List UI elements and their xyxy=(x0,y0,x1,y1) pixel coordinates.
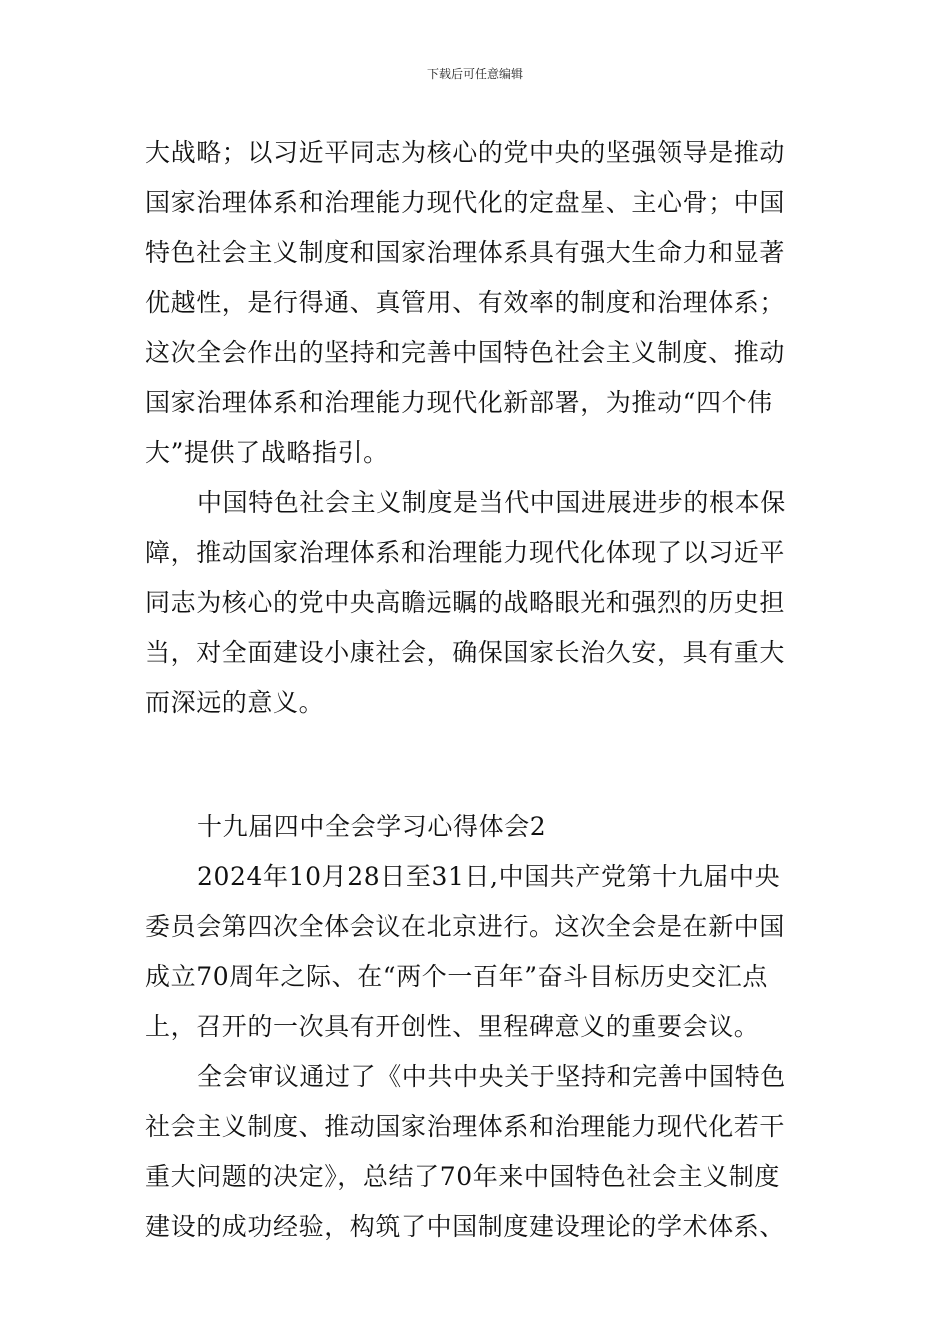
paragraph-line: 优越性，是行得通、真管用、有效率的制度和治理体系； xyxy=(145,288,786,317)
paragraph-line: 国家治理体系和治理能力现代化新部署，为推动“四个伟 xyxy=(145,388,773,417)
paragraph-line: 全会审议通过了《中共中央关于坚持和完善中国特色 xyxy=(197,1062,786,1091)
paragraph-line: 委员会第四次全体会议在北京进行。这次全会是在新中国 xyxy=(145,912,786,941)
paragraph-line: 2024年10月28日至31日,中国共产党第十九届中央 xyxy=(197,862,781,891)
paragraph-line: 大”提供了战略指引。 xyxy=(145,438,389,467)
paragraph-line: 而深远的意义。 xyxy=(145,688,325,717)
paragraph-line: 同志为核心的党中央高瞻远瞩的战略眼光和强烈的历史担 xyxy=(145,588,786,617)
section-spacer xyxy=(145,728,807,802)
document-body xyxy=(145,128,807,1252)
paragraph-line: 这次全会作出的坚持和完善中国特色社会主义制度、推动 xyxy=(145,338,786,367)
paragraph-line: 特色社会主义制度和国家治理体系具有强大生命力和显著 xyxy=(145,238,786,267)
paragraph-line: 当，对全面建设小康社会，确保国家长治久安，具有重大 xyxy=(145,638,786,667)
paragraph-line: 中国特色社会主义制度是当代中国进展进步的根本保 xyxy=(197,488,786,517)
paragraph-line: 成立70周年之际、在“两个一百年”奋斗目标历史交汇点 xyxy=(145,962,768,991)
paragraph-line: 建设的成功经验，构筑了中国制度建设理论的学术体系、 xyxy=(145,1212,786,1241)
paragraph-line: 大战略；以习近平同志为核心的党中央的坚强领导是推动 xyxy=(145,138,786,167)
paragraph-line: 障，推动国家治理体系和治理能力现代化体现了以习近平 xyxy=(145,538,786,567)
paragraph-line: 社会主义制度、推动国家治理体系和治理能力现代化若干 xyxy=(145,1112,786,1141)
section-title: 十九届四中全会学习心得体会2 xyxy=(197,812,547,841)
page-header: 下载后可任意编辑 xyxy=(426,67,523,81)
paragraph-line: 重大问题的决定》，总结了70年来中国特色社会主义制度 xyxy=(145,1162,780,1191)
paragraph-line: 上，召开的一次具有开创性、里程碑意义的重要会议。 xyxy=(145,1012,760,1041)
paragraph-line: 国家治理体系和治理能力现代化的定盘星、主心骨；中国 xyxy=(145,188,786,217)
